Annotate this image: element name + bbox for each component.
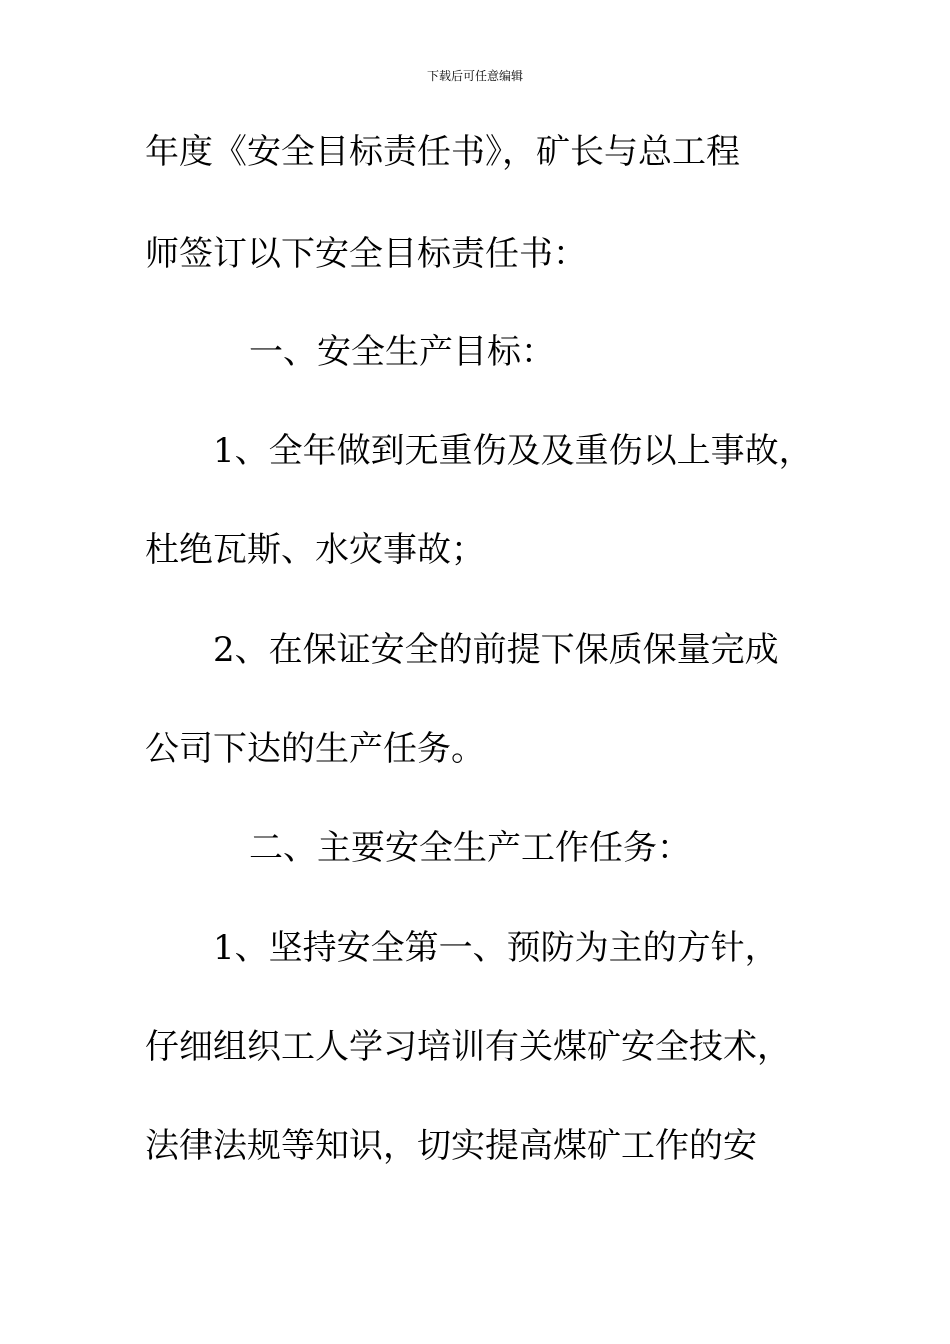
- text-line: 年度《安全目标责任书》，矿长与总工程: [145, 132, 740, 172]
- section-heading: 一、安全生产目标：: [249, 332, 555, 372]
- text-line: 杜绝瓦斯、水灾事故；: [145, 530, 485, 570]
- text-line: 法律法规等知识，切实提高煤矿工作的安: [145, 1126, 757, 1166]
- text-line: 1、坚持安全第一、预防为主的方针，: [213, 928, 779, 968]
- text-line: 公司下达的生产任务。: [145, 729, 485, 769]
- text-line: 1、全年做到无重伤及及重伤以上事故，: [213, 431, 813, 471]
- text-line: 2、在保证安全的前提下保质保量完成: [213, 630, 779, 670]
- page-header: 下载后可任意编辑: [426, 69, 523, 83]
- text-line: 仔细组织工人学习培训有关煤矿安全技术，: [145, 1027, 791, 1067]
- section-heading: 二、主要安全生产工作任务：: [249, 828, 691, 868]
- text-line: 师签订以下安全目标责任书：: [145, 234, 587, 274]
